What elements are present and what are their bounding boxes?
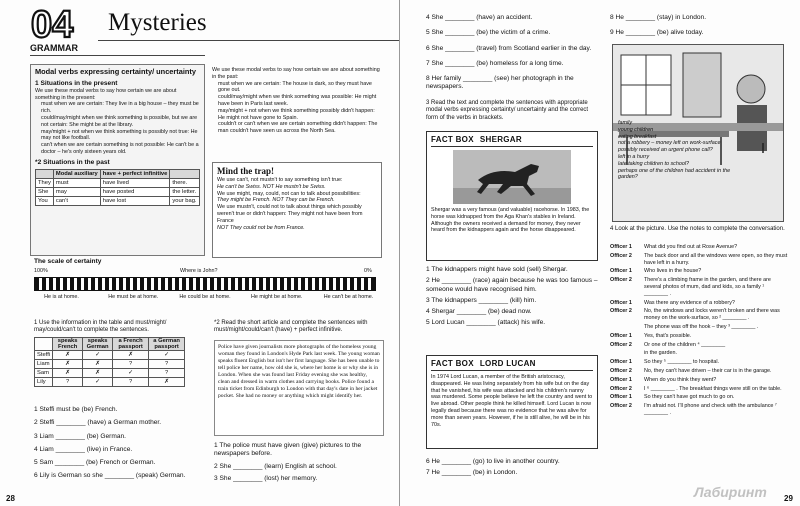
speaker-label	[610, 324, 644, 331]
fact-box-name: LORD LUCAN	[479, 359, 536, 368]
table-cell: ✓	[113, 369, 149, 378]
speaker-label: Officer 1	[610, 394, 632, 401]
grid-header-cell	[35, 338, 53, 351]
table-cell: ✓	[83, 351, 113, 360]
fact-box-label: FACT BOX	[431, 135, 474, 144]
list-item: 6 Lily is German so she ________ (speak) German.	[34, 472, 186, 480]
list-item: 7 She ________ (be) homeless for a long time.	[426, 59, 564, 67]
table-cell: ?	[149, 360, 185, 369]
speaker-label: Officer 2	[610, 277, 632, 284]
s1-intro: We use these modal verbs to say how certain we are about something in the present:	[35, 87, 177, 101]
fact-box-shergar	[426, 131, 598, 261]
note-item: young children	[618, 126, 654, 133]
speech-text: I ⁶ ________ . The breakfast things were still on the table.	[644, 385, 782, 392]
exercise-3-title: 3 Read the text and complete the sentences with appropriate modal verbs expressing certainty/ uncertainty and the correct form of the verbs in brackets.	[426, 100, 589, 121]
dialogue-row	[610, 253, 788, 267]
table-row	[36, 188, 200, 197]
note-item: eating breakfast	[618, 133, 657, 140]
table-cell: ✗	[53, 369, 83, 378]
s1-bullet-2: could/may/might when we think something is possible, but we are not certain: She might be at the library.	[41, 115, 198, 128]
table-row	[36, 197, 200, 206]
scale-right-label: 0%	[364, 268, 372, 274]
table-cell: ✓	[149, 351, 185, 360]
grammar-box-present	[30, 64, 205, 256]
fact-box-header	[431, 359, 593, 371]
unit-title: Mysteries	[108, 9, 207, 36]
note-item: late taking children to school?	[618, 160, 690, 167]
list-item: 4 She ________ (have) an accident.	[426, 14, 533, 21]
speaker-label: Officer 1	[610, 299, 632, 306]
list-item: 3 The kidnappers ________ (kill) him.	[426, 296, 537, 304]
table-cell: have posted	[100, 188, 170, 197]
scale-label: He can't be at home.	[323, 294, 374, 300]
speech-text: I'm afraid not. I'll phone and check with the ambulance ⁷ ________ .	[644, 403, 777, 416]
dialogue-row	[610, 268, 788, 275]
mid-intro: We use these modal verbs to say how certain we are about something in the past:	[212, 67, 380, 80]
dialogue-row	[610, 377, 788, 384]
dialogue-row	[610, 403, 788, 417]
shergar-items	[426, 266, 598, 328]
speech-text: Was there any evidence of a robbery?	[644, 299, 735, 306]
article-box	[214, 340, 384, 436]
col2-items	[610, 14, 785, 38]
speaker-label: Officer 1	[610, 332, 632, 339]
table-cell: ✗	[53, 351, 83, 360]
table-cell: ?	[149, 369, 185, 378]
dialogue-row	[610, 368, 788, 375]
watermark: Лабиринт	[694, 484, 767, 500]
speech-text: in the garden.	[644, 350, 677, 357]
speech-text: So they ⁵ ________ to hospital.	[644, 359, 720, 366]
horse-icon	[453, 150, 571, 204]
table-cell: Steffi	[35, 351, 53, 360]
dialogue	[610, 244, 788, 417]
speech-text: The back door and all the windows were open, so they must have left in a hurry.	[644, 252, 788, 266]
scale-label: He is at home.	[44, 294, 79, 300]
speech-text: When do you think they went?	[644, 376, 717, 383]
section-title: GRAMMAR	[30, 43, 78, 53]
list-item: 6 She ________ (travel) from Scotland earlier in the day.	[426, 44, 592, 52]
speaker-label: Officer 2	[610, 367, 632, 374]
list-item: 4 Liam ________ (live) in France.	[34, 445, 133, 453]
table-cell: ?	[113, 360, 149, 369]
fact-box-name: SHERGAR	[479, 135, 522, 144]
past-table-header	[36, 170, 200, 179]
table-cell: ✓	[83, 378, 113, 387]
speech-text: Who lives in the house?	[644, 268, 702, 275]
unit-number-graphic	[30, 4, 92, 42]
table-cell: have lived	[100, 179, 170, 188]
speech-text: Or one of the children ⁴ ________	[644, 341, 726, 348]
certainty-scale-bar	[34, 277, 376, 291]
fact-box-label: FACT BOX	[431, 359, 474, 368]
s1-bullet-4: can't when we are certain something is not possible: He can't be a doctor – he's only sixteen years old.	[41, 142, 199, 156]
trap-line: NOT They could not be from France.	[217, 224, 305, 231]
unit-number-badge	[30, 4, 92, 42]
past-table-header-cell	[170, 170, 199, 179]
dialogue-row	[610, 333, 788, 340]
mid-bullet-3: may/might + not when we think something possibly didn't happen: He might not have gone to Spain.	[218, 107, 375, 121]
table-row	[36, 179, 200, 188]
table-row	[35, 378, 185, 387]
speaker-label: Officer 2	[610, 341, 632, 348]
speaker-label: Officer 1	[610, 359, 632, 366]
note-item: possibly received an urgent phone call?	[618, 147, 713, 154]
table-cell: They	[36, 179, 54, 188]
table-row	[35, 369, 185, 378]
table-cell: ✗	[53, 360, 83, 369]
scale-label: He might be at home.	[250, 294, 303, 300]
dialogue-row	[610, 308, 788, 322]
note-item: left in a hurry	[618, 153, 650, 160]
s1-bullet-3: may/might + not when we think something is possibly not true: He may not like football.	[41, 128, 198, 142]
trap-line: We use can't, not mustn't to say something isn't true:	[217, 177, 343, 183]
fact-box-lord-lucan	[426, 355, 598, 449]
table-cell: have lost	[100, 197, 170, 206]
table-cell: your bag.	[170, 197, 199, 206]
list-item: 7 He ________ (be) in London.	[426, 469, 518, 477]
table-cell: may	[53, 188, 100, 197]
mind-the-trap-box	[212, 162, 382, 258]
speech-text: No, they can't have driven – their car is in the garage.	[644, 367, 772, 374]
horse-photo	[453, 150, 571, 204]
trap-line: He can't be Swiss. NOT He mustn't be Swiss.	[217, 183, 326, 190]
notes-list	[618, 120, 738, 181]
mid-bullet-1: must when we are certain: The house is dark, so they must have gone out.	[218, 80, 372, 94]
list-item: 2 He ________ (race) again because he was too famous – someone would have recognised him.	[426, 277, 598, 293]
past-table-header-cell: have + perfect infinitive	[100, 170, 170, 179]
list-item: 9 He ________ (be) alive today.	[610, 29, 704, 37]
scale-labels	[34, 294, 376, 301]
scale-label: He could be at home.	[179, 294, 231, 300]
table-cell: ✗	[113, 351, 149, 360]
mid-bullet-2: could/may/might when we think something was possible: He might have been in Paris last week.	[218, 94, 377, 107]
list-item: 5 She ________ (be) the victim of a crime.	[426, 29, 551, 37]
grid-header-cell: speaks French	[53, 338, 83, 351]
table-row	[35, 351, 185, 360]
speech-text: What did you find out at Rose Avenue?	[644, 244, 738, 250]
top-items	[426, 14, 596, 92]
list-item: 6 He ________ (go) to live in another country.	[426, 458, 560, 465]
speaker-label: Officer 2	[610, 252, 632, 259]
list-item: 2 Steffi ________ (have) a German mother.	[34, 419, 162, 427]
grid-header-cell: speaks German	[83, 338, 113, 351]
table-cell: must	[53, 179, 100, 188]
list-item: 3 She ________ (lost) her memory.	[214, 474, 318, 482]
mid-bullet-4: couldn't or can't when we are certain something didn't happen: The man couldn't have seen us across the North Sea.	[218, 121, 378, 135]
dialogue-row	[610, 244, 788, 251]
dialogue-row	[610, 359, 788, 366]
dialogue-row	[610, 300, 788, 307]
speaker-label	[610, 350, 644, 357]
table-cell: there.	[170, 179, 199, 188]
speaker-label: Officer 2	[610, 308, 632, 315]
exercise-1-items	[34, 406, 209, 481]
scale-title: The scale of certainty	[34, 258, 102, 265]
note-item: not a robbery – money left on work-surface	[618, 140, 721, 147]
table-cell: ?	[53, 378, 83, 387]
fact-box-header	[431, 135, 593, 147]
right-page	[400, 0, 800, 506]
header-rule	[98, 40, 400, 41]
scale-label: He must be at home.	[108, 294, 159, 300]
list-item: 3 Liam ________ (be) German.	[34, 432, 127, 440]
exercise-4-title: 4 Look at the picture. Use the notes to complete the conversation.	[610, 226, 785, 232]
speaker-label: Officer 2	[610, 403, 632, 410]
list-item: 5 Sam ________ (be) French or German.	[34, 459, 156, 467]
table-cell: the letter.	[170, 188, 199, 197]
dialogue-row	[610, 394, 788, 401]
fact-box-text: In 1974 Lord Lucan, a member of the British aristocracy, disappeared. He was living separately from his wife but on the day that he vanished, his wife was attacked and his children's nanny was murdered. Some people believe he left the country and went to live abroad. Other people think he killed himself. Lord Lucan is now legally dead because there was no evidence that he was alive for more than seven years. However, if he is still alive, he will be in his 70s.	[431, 374, 593, 428]
table-cell: can't	[53, 197, 100, 206]
speech-text: So they can't have got much to go on.	[644, 394, 735, 401]
list-item: 8 He ________ (stay) in London.	[610, 14, 707, 21]
exercise-1-title: 1 Use the information in the table and must/might/ may/could/can't to complete the sentences.	[34, 320, 167, 334]
speaker-label: Officer 1	[610, 244, 632, 250]
table-cell: Lily	[35, 378, 53, 387]
page-number-right: 29	[784, 494, 793, 503]
list-item: 1 The police must have given (give) pictures to the newspapers before.	[214, 442, 362, 458]
speaker-label: Officer 1	[610, 376, 632, 383]
trap-title: Mind the trap!	[217, 166, 274, 176]
exercise-2-items	[214, 442, 384, 483]
speech-text: No, the windows and locks weren't broken and there was money on the work-surface, so ² ________ .	[644, 308, 780, 322]
article-text: Police have given journalists more photographs of the homeless young woman they found in London's Hyde Park last week. The young woman speaks fluent English but isn't her first language. She has been unable to tell police her name, how old she is, where her home is or why she is in London. When she was found last Friday evening she was healthy, clean and dressed in warm clothes and carrying books. Police found a train ticket from Edinburgh to London with that day's date in her jacket pocket. She had no money or anything which might identify her.	[218, 344, 380, 399]
trap-line: We use mustn't, could not to talk about things which possibly weren't true or didn't happen: They might not have been from France	[217, 204, 363, 224]
speaker-label: Officer 1	[610, 268, 632, 275]
past-table-header-cell: Modal auxiliary	[53, 170, 100, 179]
dialogue-row	[610, 277, 788, 297]
list-item: 1 The kidnappers might have sold (sell) Shergar.	[426, 266, 568, 273]
modal-heading: Modal verbs expressing certainty/ uncertainty	[35, 67, 197, 76]
grammar-box-past	[212, 67, 382, 135]
page-number-left: 28	[6, 494, 15, 503]
list-item: 1 Steffi must be (be) French.	[34, 406, 118, 413]
table-cell: ?	[113, 378, 149, 387]
dialogue-row	[610, 350, 788, 357]
section-rule	[30, 55, 205, 56]
exercise-2-title: *2 Read the short article and complete the sentences with must/might/could/can't (have) + perfect infinitive.	[214, 320, 368, 334]
s1-title: 1 Situations in the present	[35, 79, 118, 87]
trap-line: They might be French. NOT They can be French.	[217, 197, 335, 204]
lucan-items	[426, 458, 598, 478]
s1-bullet-1: must when we are certain: They live in a big house – they must be rich.	[41, 101, 199, 115]
table-cell: ✗	[149, 378, 185, 387]
fact-box-text: Shergar was a very famous (and valuable) racehorse. In 1983, the horse was kidnapped from the Aga Khan's stables in Ireland. Although the owners received a demand for money, they never heard from the kidnappers again and the horse disappeared.	[431, 207, 590, 234]
past-table-header-cell	[36, 170, 54, 179]
speech-text: The phone was off the hook – they ³ ________ .	[644, 323, 759, 330]
list-item: 5 Lord Lucan ________ (attack) his wife.	[426, 319, 546, 327]
past-table	[35, 169, 200, 206]
grid-header-cell: a German passport	[149, 338, 185, 351]
table-cell: Sam	[35, 369, 53, 378]
speech-text: Yes, that's possible.	[644, 332, 692, 339]
note-item: perhaps one of the children had accident in the garden?	[618, 167, 731, 181]
table-cell: You	[36, 197, 54, 206]
dialogue-row	[610, 342, 788, 349]
table-row	[35, 360, 185, 369]
dialogue-row	[610, 386, 788, 393]
table-cell: Liam	[35, 360, 53, 369]
table-cell: She	[36, 188, 54, 197]
table-cell: ✗	[83, 369, 113, 378]
trap-line: We use might, may, could, not can to talk about possibilities:	[217, 190, 361, 197]
scale-left-label: 100%	[34, 268, 48, 274]
info-grid	[34, 337, 185, 387]
grid-header-cell: a French passport	[113, 338, 149, 351]
list-item: 2 She ________ (learn) English at school.	[214, 462, 337, 470]
unit-number-text: 04	[31, 4, 74, 42]
grid-header	[35, 338, 185, 351]
speaker-label: Officer 2	[610, 385, 632, 392]
table-cell: ✗	[83, 360, 113, 369]
s2-title: *2 Situations in the past	[35, 158, 110, 166]
list-item: 8 Her family ________ (see) her photograph in the newspapers.	[426, 75, 574, 91]
speech-text: There's a climbing frame in the garden, and there are several photos of mum, dad and kids, so a family ¹ ________ .	[644, 277, 771, 297]
dialogue-row	[610, 324, 788, 331]
scale-question: Where is John?	[180, 268, 218, 274]
list-item: 4 Shergar ________ (be) dead now.	[426, 308, 532, 316]
note-item: family	[618, 120, 633, 126]
